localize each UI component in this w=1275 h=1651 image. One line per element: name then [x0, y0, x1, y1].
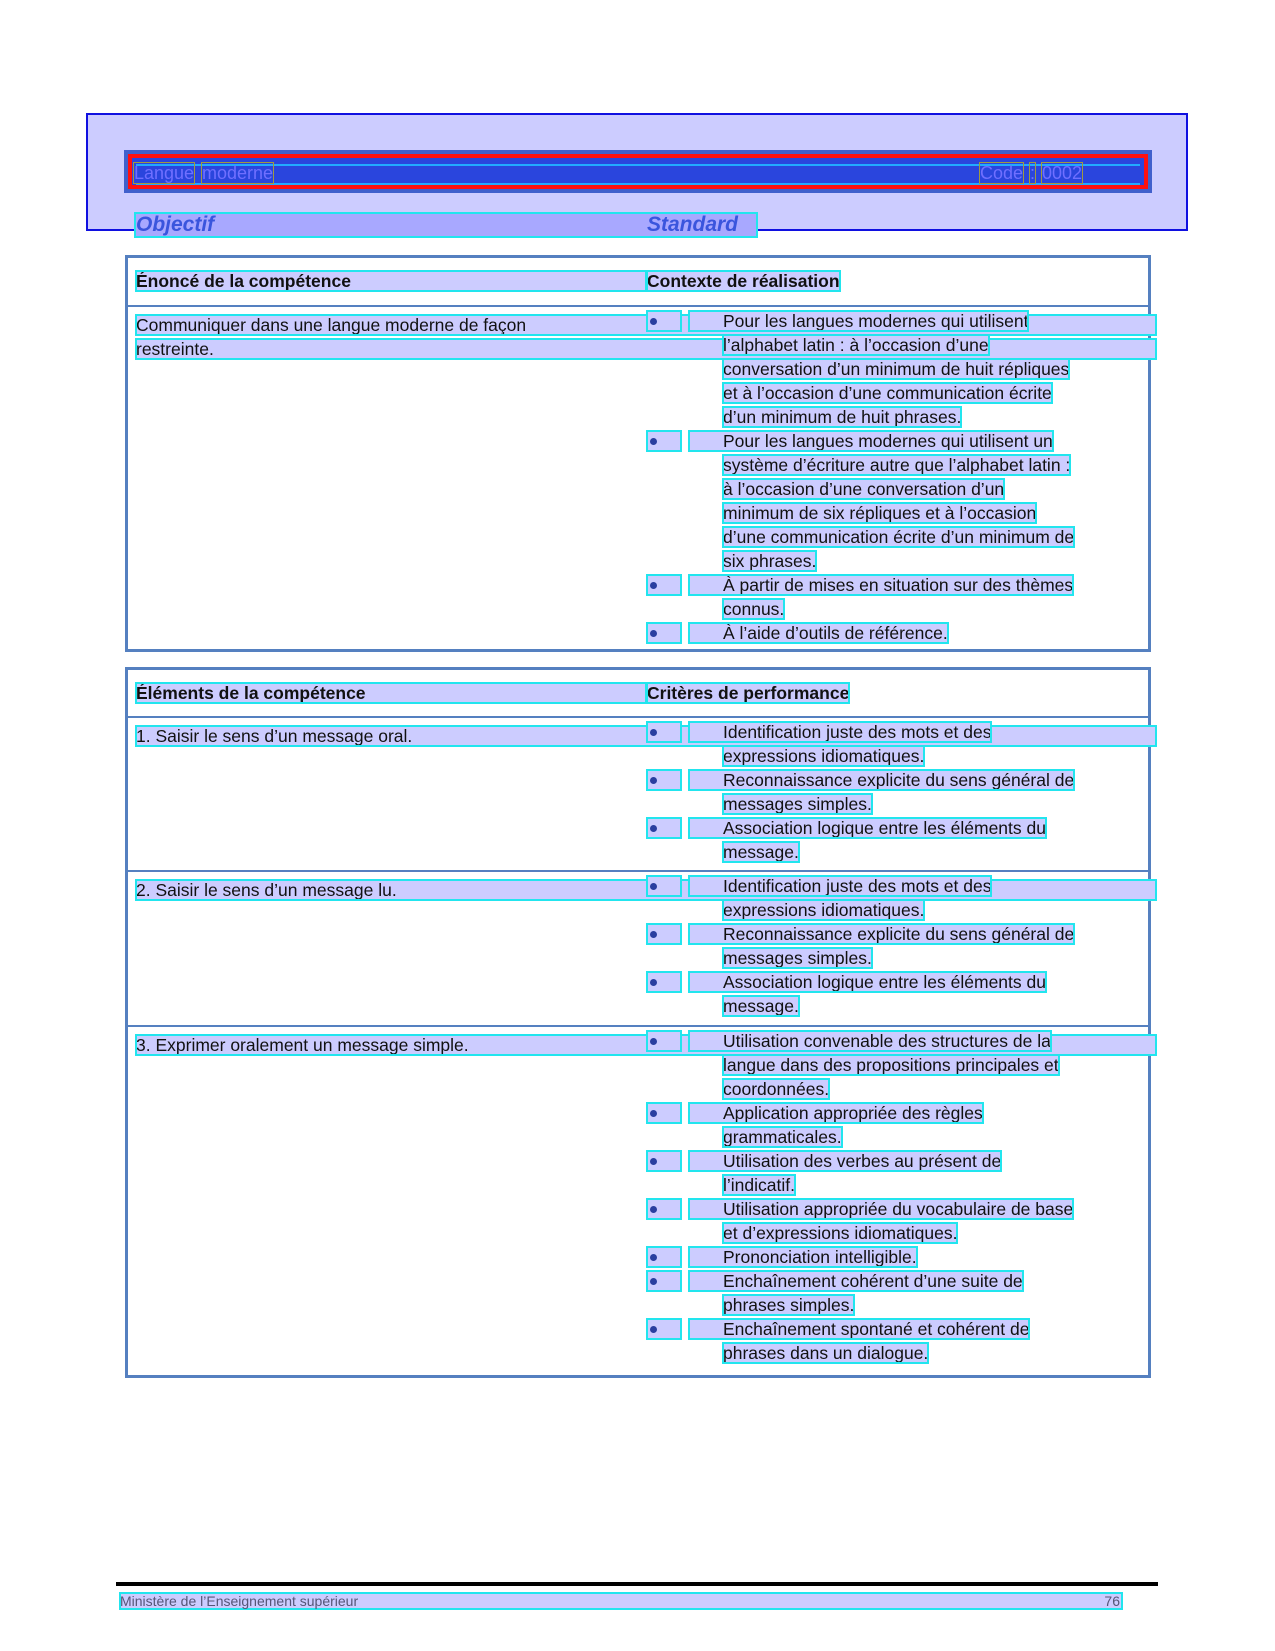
- line-wrap: [647, 1127, 1147, 1151]
- code-colon: :: [1030, 163, 1036, 183]
- title-bar: [124, 150, 1152, 193]
- criteria-cell: [647, 1031, 1147, 1367]
- bullet-text: Utilisation appropriée du vocabulaire de base: [689, 1199, 1073, 1219]
- line-wrap: [647, 1031, 1147, 1055]
- bullet-text: phrases simples.: [723, 1295, 855, 1315]
- bullet-text: l’alphabet latin : à l’occasion d’une: [723, 335, 989, 355]
- col-header: Énoncé de la compétence: [136, 271, 646, 291]
- line-wrap: [647, 575, 1147, 599]
- bullet-icon: [647, 311, 681, 331]
- line-wrap: [647, 383, 1147, 407]
- bullet-text: connus.: [723, 599, 785, 619]
- line-wrap: [647, 1199, 1147, 1223]
- bullet-item: [647, 972, 1147, 1020]
- element-text: 2. Saisir le sens d’un message lu.: [136, 880, 1156, 900]
- footer: [120, 1593, 1122, 1609]
- bullet-icon: [647, 1271, 681, 1291]
- bullet-text: coordonnées.: [723, 1079, 830, 1099]
- bullet-text: À l’aide d’outils de référence.: [689, 623, 948, 643]
- bullet-text: six phrases.: [723, 551, 817, 571]
- bullet-icon: [647, 1247, 681, 1267]
- bullet-icon: [647, 770, 681, 790]
- bullet-text: Reconnaissance explicite du sens général de: [689, 924, 1074, 944]
- bullet-text: messages simples.: [723, 794, 872, 814]
- line-wrap: [647, 794, 1147, 818]
- bullet-text: Utilisation des verbes au présent de: [689, 1151, 1001, 1171]
- line-wrap: [647, 1223, 1147, 1247]
- table-row: [128, 1025, 1148, 1380]
- table-row: [128, 716, 1148, 870]
- line-wrap: [647, 722, 1147, 746]
- objectif-label: Objectif: [136, 213, 215, 236]
- bullet-text: langue dans des propositions principales et: [723, 1055, 1059, 1075]
- line-wrap: [647, 1079, 1147, 1103]
- line-wrap: [647, 311, 1147, 335]
- bullet-text: d’une communication écrite d’un minimum de: [723, 527, 1075, 547]
- bullet-text: l’indicatif.: [723, 1175, 795, 1195]
- bullet-item: [647, 1031, 1147, 1103]
- line-wrap: [647, 527, 1147, 551]
- bullet-text: Reconnaissance explicite du sens général de: [689, 770, 1074, 790]
- bullet-text: Identification juste des mots et des: [689, 876, 991, 896]
- line-wrap: [647, 996, 1147, 1020]
- bullet-text: expressions idiomatiques.: [723, 900, 925, 920]
- bullet-text: minimum de six répliques et à l’occasion: [723, 503, 1037, 523]
- col-header: Critères de performance: [647, 683, 850, 703]
- bullet-text: d’un minimum de huit phrases.: [723, 407, 962, 427]
- objective-standard-row: [136, 214, 756, 236]
- line-wrap: [647, 876, 1147, 900]
- line-wrap: [647, 359, 1147, 383]
- bullet-icon: [647, 1319, 681, 1339]
- line-wrap: [647, 599, 1147, 623]
- bullet-icon: [647, 431, 681, 451]
- bullet-text: conversation d’un minimum de huit répliques: [723, 359, 1070, 379]
- bullet-text: Identification juste des mots et des: [689, 722, 991, 742]
- bullet-text: À partir de mises en situation sur des thèmes: [689, 575, 1073, 595]
- bullet-item: [647, 623, 1147, 647]
- bullet-text: Utilisation convenable des structures de la: [689, 1031, 1051, 1051]
- footer-ministry: Ministère de l’Enseignement supérieur: [120, 1593, 359, 1609]
- bullet-item: [647, 1103, 1147, 1151]
- bullet-text: et à l’occasion d’une communication écrite: [723, 383, 1052, 403]
- bullet-icon: [647, 818, 681, 838]
- line-wrap: [647, 818, 1147, 842]
- bullet-icon: [647, 623, 681, 643]
- element-text: 3. Exprimer oralement un message simple.: [136, 1035, 1156, 1055]
- table-header-row: [128, 258, 1148, 305]
- bullet-item: [647, 1151, 1147, 1199]
- code-label: Code: [980, 163, 1024, 183]
- course-title-word: Langue: [134, 163, 195, 183]
- line-wrap: [647, 479, 1147, 503]
- line-wrap: [647, 1295, 1147, 1319]
- bullet-icon: [647, 1103, 681, 1123]
- line-wrap: [647, 407, 1147, 431]
- bullet-text: Pour les langues modernes qui utilisent un: [689, 431, 1053, 451]
- bullet-text: phrases dans un dialogue.: [723, 1343, 929, 1363]
- bullet-text: message.: [723, 842, 799, 862]
- bullet-icon: [647, 1031, 681, 1051]
- line-wrap: [647, 1247, 1147, 1271]
- bullet-text: Enchaînement cohérent d’une suite de: [689, 1271, 1023, 1291]
- line-wrap: [647, 842, 1147, 866]
- line-wrap: [647, 623, 1147, 647]
- bullet-icon: [647, 972, 681, 992]
- bullet-text: Association logique entre les éléments du: [689, 972, 1046, 992]
- line-wrap: [647, 503, 1147, 527]
- bullet-text: expressions idiomatiques.: [723, 746, 925, 766]
- line-wrap: [647, 1055, 1147, 1079]
- bullet-item: [647, 575, 1147, 623]
- criteria-cell: [647, 876, 1147, 1020]
- bullet-text: Pour les langues modernes qui utilisent: [689, 311, 1028, 331]
- bullet-text: à l’occasion d’une conversation d’un: [723, 479, 1005, 499]
- page-number: 76: [1104, 1593, 1120, 1609]
- course-title-word: moderne: [202, 163, 274, 183]
- standard-label: Standard: [647, 213, 739, 236]
- line-wrap: [647, 551, 1147, 575]
- elements-table: [125, 667, 1151, 1378]
- line-wrap: [647, 1175, 1147, 1199]
- table-row: [128, 870, 1148, 1025]
- line-wrap: [647, 431, 1147, 455]
- bullet-text: Application appropriée des règles: [689, 1103, 983, 1123]
- line-wrap: [647, 1319, 1147, 1343]
- bullet-text: système d’écriture autre que l’alphabet latin :: [723, 455, 1071, 475]
- bullet-item: [647, 311, 1147, 431]
- line-wrap: [647, 746, 1147, 770]
- line-wrap: [647, 1103, 1147, 1127]
- line-wrap: [647, 455, 1147, 479]
- bullet-text: message.: [723, 996, 799, 1016]
- line-wrap: [647, 335, 1147, 359]
- col-header: Éléments de la compétence: [136, 683, 646, 703]
- bullet-text: Prononciation intelligible.: [689, 1247, 917, 1267]
- statement-text: Communiquer dans une langue moderne de façon: [136, 315, 1156, 335]
- table-row: [128, 305, 1148, 649]
- bullet-item: [647, 1199, 1147, 1247]
- bullet-text: Enchaînement spontané et cohérent de: [689, 1319, 1029, 1339]
- element-text: 1. Saisir le sens d’un message oral.: [136, 726, 1156, 746]
- criteria-cell: [647, 722, 1147, 866]
- bullet-item: [647, 722, 1147, 770]
- col-header: Contexte de réalisation: [647, 271, 840, 291]
- bullet-icon: [647, 575, 681, 595]
- bullet-item: [647, 770, 1147, 818]
- line-wrap: [647, 924, 1147, 948]
- bullet-item: [647, 1319, 1147, 1367]
- bullet-text: et d’expressions idiomatiques.: [723, 1223, 958, 1243]
- line-wrap: [647, 900, 1147, 924]
- bullet-icon: [647, 924, 681, 944]
- bullet-item: [647, 924, 1147, 972]
- line-wrap: [647, 972, 1147, 996]
- line-wrap: [647, 770, 1147, 794]
- line-wrap: [647, 1151, 1147, 1175]
- line-wrap: [647, 1343, 1147, 1367]
- line-wrap: [647, 1271, 1147, 1295]
- line-wrap: [647, 948, 1147, 972]
- bullet-item: [647, 818, 1147, 866]
- bullet-icon: [647, 876, 681, 896]
- bullet-text: grammaticales.: [723, 1127, 842, 1147]
- competence-table: [125, 255, 1151, 652]
- bullet-item: [647, 431, 1147, 575]
- bullet-text: messages simples.: [723, 948, 872, 968]
- bullet-item: [647, 1247, 1147, 1271]
- bullet-item: [647, 1271, 1147, 1319]
- bullet-icon: [647, 1151, 681, 1171]
- footer-rule: [116, 1582, 1158, 1586]
- bullet-icon: [647, 722, 681, 742]
- table-header-row: [128, 670, 1148, 716]
- bullet-item: [647, 876, 1147, 924]
- bullet-icon: [647, 1199, 681, 1219]
- bullet-text: Association logique entre les éléments du: [689, 818, 1046, 838]
- code-value: 0002: [1042, 163, 1083, 183]
- statement-text: restreinte.: [136, 339, 1156, 359]
